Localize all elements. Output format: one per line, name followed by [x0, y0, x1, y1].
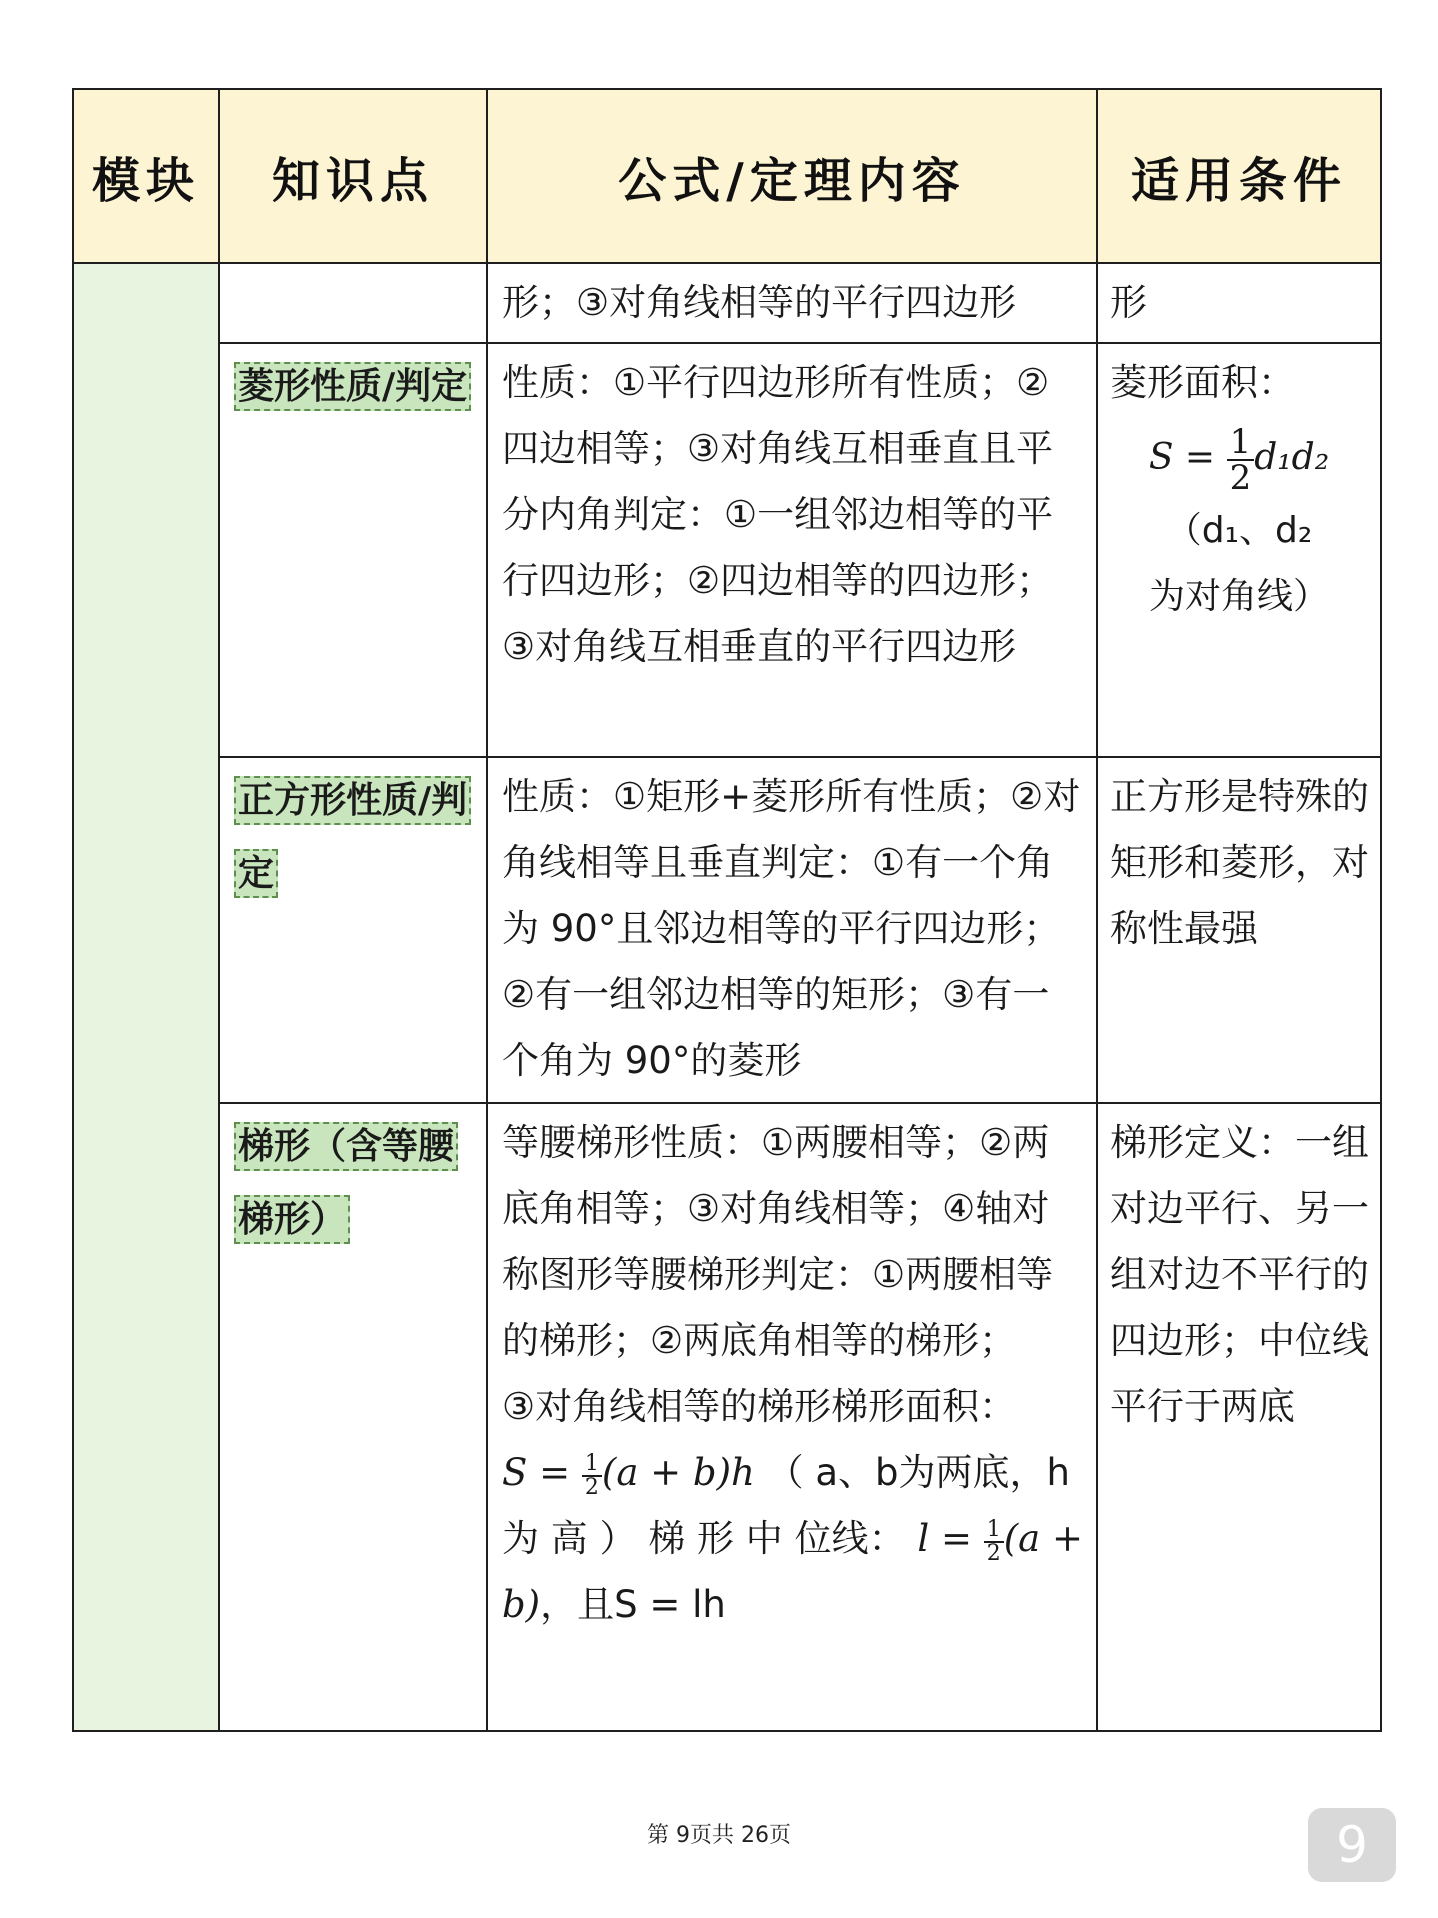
formula-lhs: l = [917, 1517, 972, 1560]
table-row [73, 263, 1381, 343]
table-row [73, 757, 1381, 1103]
content-cell [487, 263, 1097, 343]
content-text-part: （ a、b为两底，h 为 高 ） 梯 形 中 位线： [502, 1451, 1070, 1560]
fraction [984, 1516, 1004, 1566]
formula-rhs: (a + b) [502, 1517, 1083, 1626]
fraction [582, 1450, 602, 1500]
rhombus-area-formula [1098, 418, 1380, 630]
header-module: 模块 [73, 89, 219, 263]
table-row [73, 343, 1381, 757]
page-number-badge: 9 [1308, 1808, 1396, 1882]
knowledge-point-label: 梯形（含等腰梯形） [234, 1122, 458, 1244]
header-knowledge: 知识点 [219, 89, 487, 263]
formula-rhs: d₁d₂ [1254, 437, 1330, 478]
knowledge-table [72, 88, 1382, 1732]
fraction-denominator: 2 [1229, 458, 1252, 498]
content-text-part: ③对角线相等的梯形梯形面积： [502, 1385, 1017, 1428]
knowledge-cell [219, 263, 487, 343]
knowledge-cell [219, 343, 487, 757]
knowledge-point-label: 正方形性质/判定 [234, 776, 471, 898]
content-text: 性质：①矩形+菱形所有性质；②对角线相等且垂直判定：①有一个角为 90°且邻边相等的平行四边形；②有一组邻边相等的矩形；③有一个角为 90°的菱形 [502, 775, 1081, 1082]
condition-cell [1097, 263, 1381, 343]
content-cell [487, 757, 1097, 1103]
knowledge-cell [219, 1103, 487, 1731]
fraction-numerator: 1 [1227, 425, 1255, 461]
fraction [1227, 422, 1255, 498]
formula-lhs: S = [1148, 437, 1216, 478]
page-footer: 第 9页共 26页 [647, 1823, 791, 1848]
content-cell [487, 343, 1097, 757]
table-header-row [73, 89, 1381, 263]
content-cell [487, 1103, 1097, 1731]
header-condition: 适用条件 [1097, 89, 1381, 263]
formula-lhs: S = [502, 1451, 571, 1494]
knowledge-cell [219, 757, 487, 1103]
fraction-numerator: 1 [582, 1453, 602, 1477]
fraction-denominator: 2 [584, 1474, 599, 1500]
condition-cell [1097, 757, 1381, 1103]
content-text: 性质：①平行四边形所有性质；②四边相等；③对角线互相垂直且平分内角判定：①一组邻边相等的平行四边形；②四边相等的四边形；③对角线互相垂直的平行四边形 [502, 361, 1054, 668]
condition-note: （d₁、d₂ [1165, 510, 1313, 551]
module-cell [73, 757, 219, 1103]
content-text: 等腰梯形性质：①两腰相等；②两底角相等；③对角线相等；④轴对称图形等腰梯形判定：①两腰相等的梯形；②两底角相等的梯形； [502, 1121, 1054, 1362]
content-text-part: ，且S = lh [540, 1583, 726, 1626]
condition-cell [1097, 343, 1381, 757]
condition-text: 形 [1110, 281, 1147, 324]
module-cell [73, 343, 219, 757]
trapezoid-area-formula [502, 1450, 755, 1500]
formula-rhs: (a + b)h [601, 1451, 755, 1494]
table-row [73, 1103, 1381, 1731]
condition-text: 正方形是特殊的矩形和菱形，对称性最强 [1110, 775, 1369, 950]
condition-note: 为对角线） [1148, 576, 1329, 617]
condition-title: 菱形面积： [1110, 361, 1295, 404]
header-formula: 公式/定理内容 [487, 89, 1097, 263]
content-text-cont [488, 1374, 1096, 1644]
module-cell [73, 1103, 219, 1731]
condition-cell [1097, 1103, 1381, 1731]
content-text: 形；③对角线相等的平行四边形 [502, 281, 1017, 324]
condition-text: 梯形定义：一组对边平行、另一组对边不平行的四边形；中位线平行于两底 [1110, 1121, 1369, 1428]
fraction-numerator: 1 [984, 1519, 1004, 1543]
module-cell [73, 263, 219, 343]
fraction-denominator: 2 [986, 1540, 1001, 1566]
knowledge-point-label: 菱形性质/判定 [234, 362, 471, 411]
